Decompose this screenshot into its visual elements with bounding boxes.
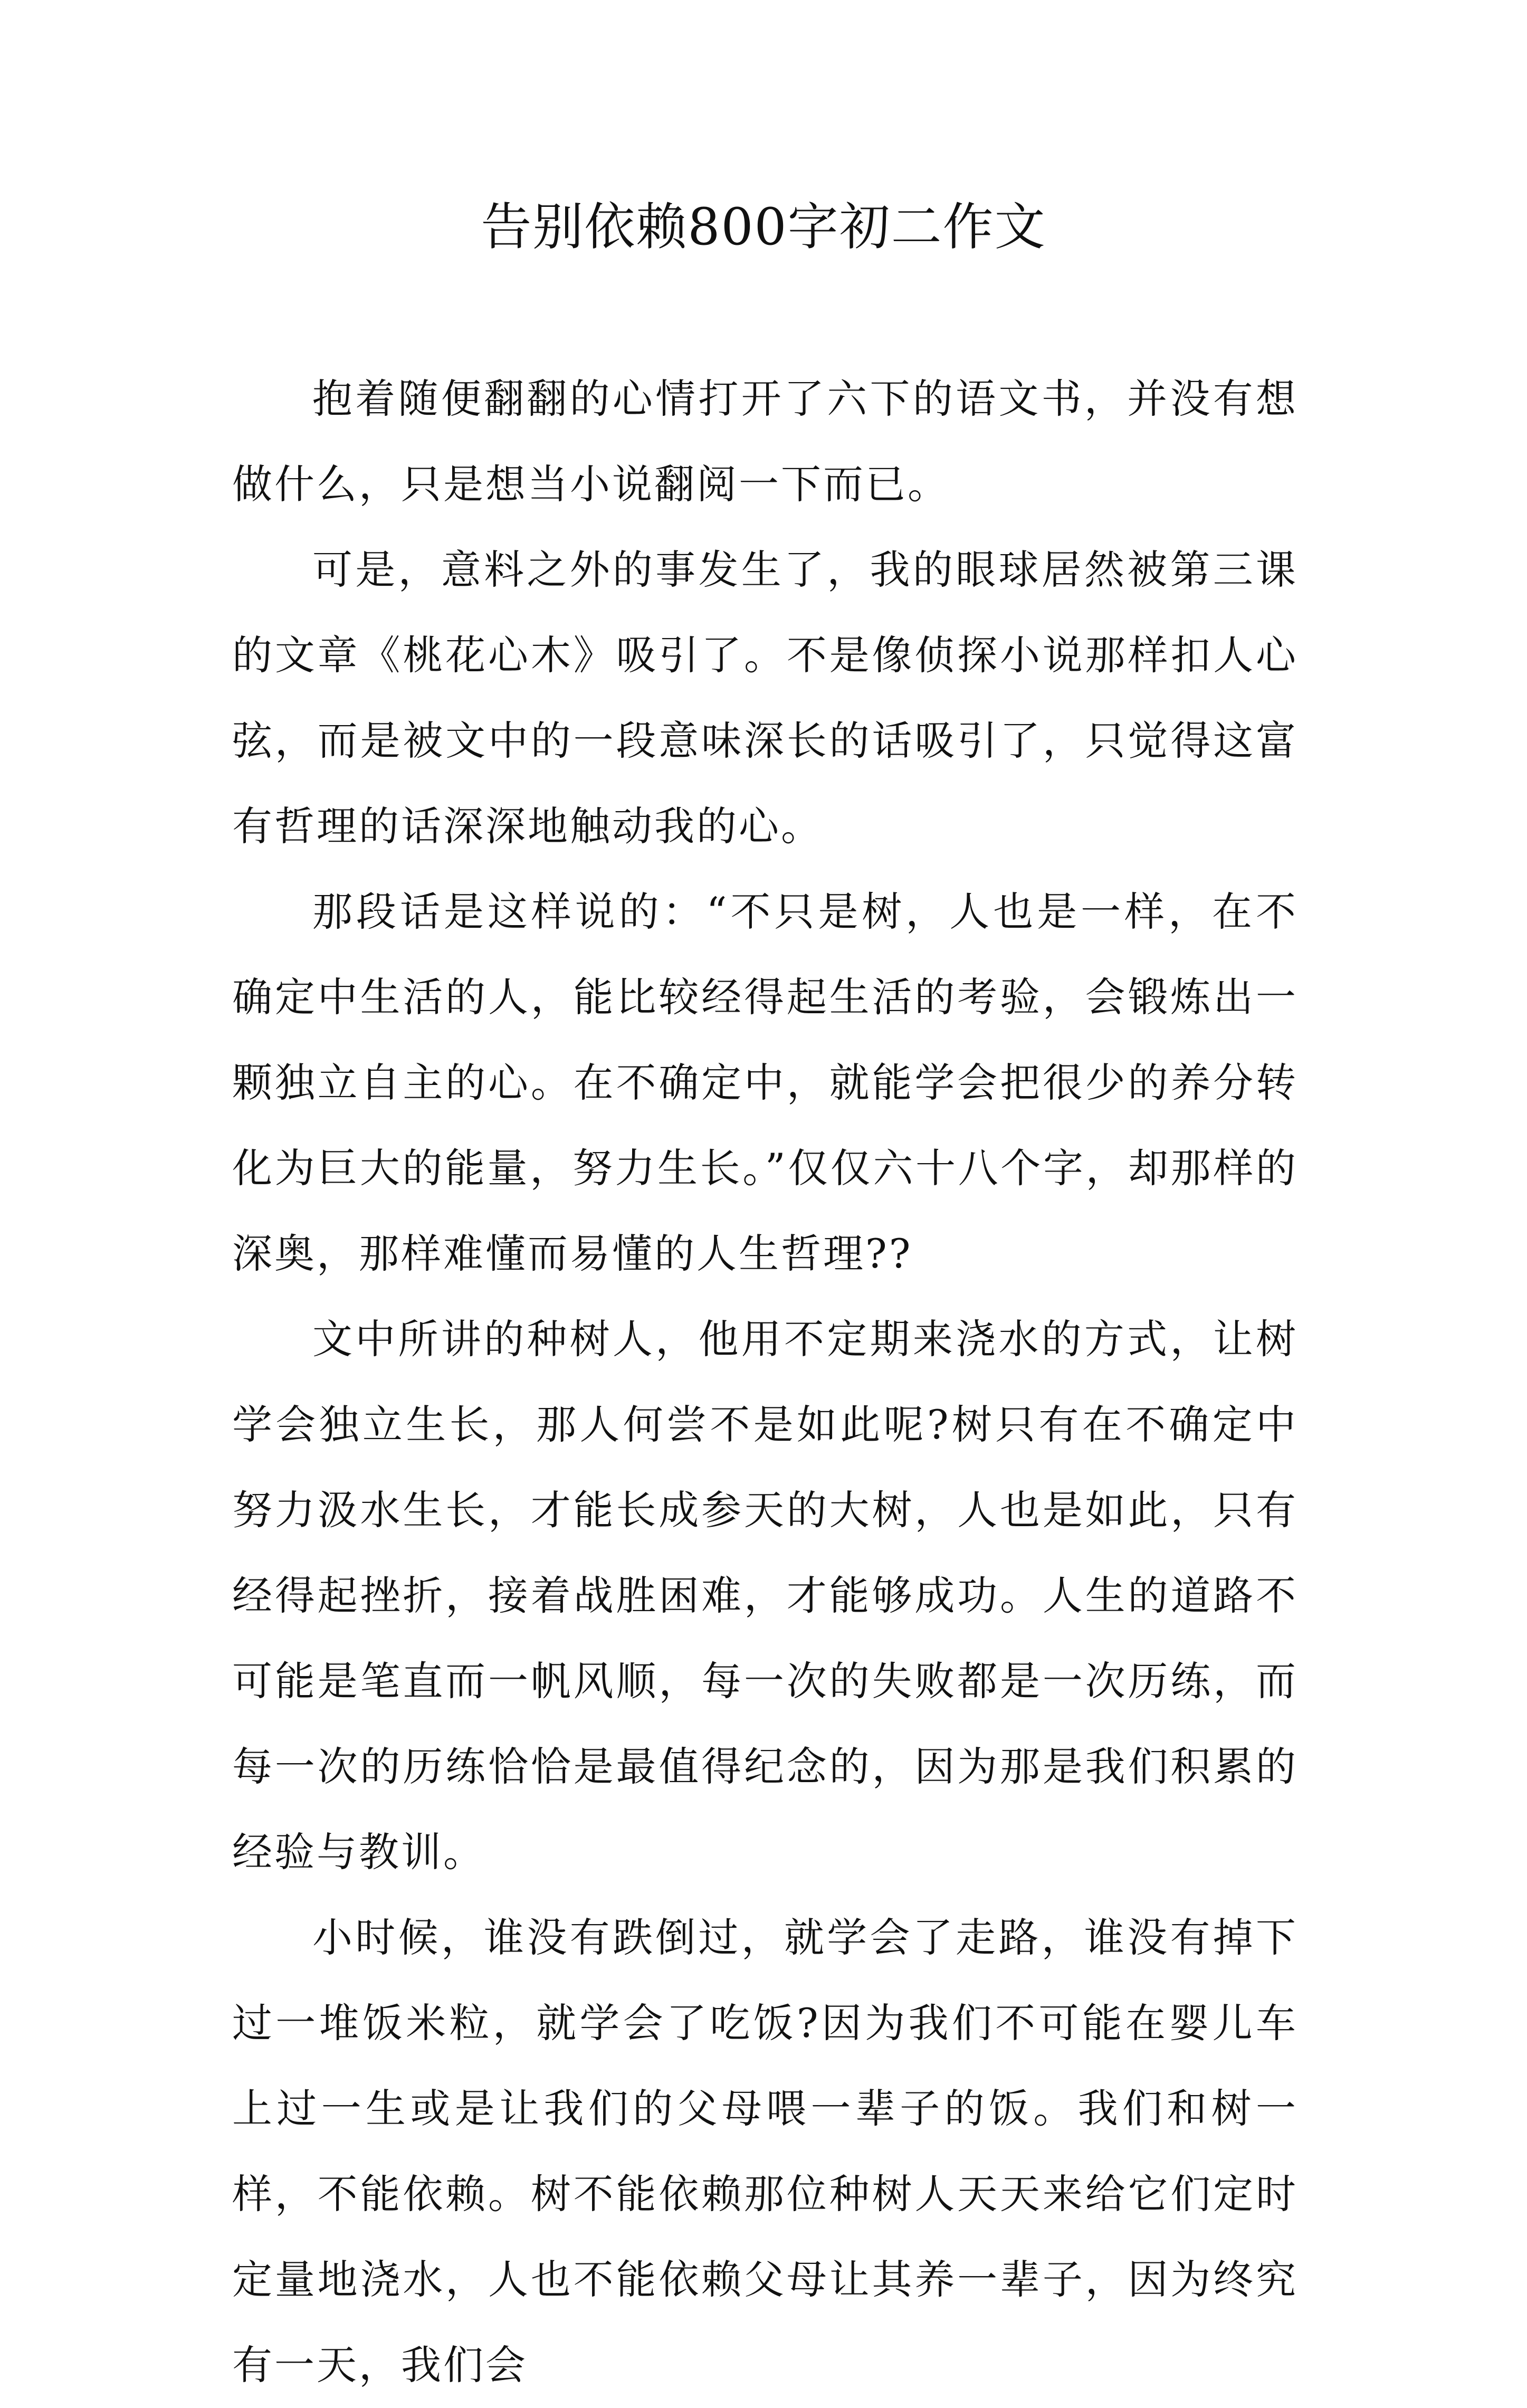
paragraph-3: 那段话是这样说的：“不只是树，人也是一样，在不确定中生活的人，能比较经得起生活的考验，会锻炼出一颗独立自主的心。在不确定中，就能学会把很少的养分转化为巨大的能量，努力生长。”仅仅六十八个字，却那样的深奥，那样难懂而易懂的人生哲理?? [232, 888, 1298, 1277]
document-body [232, 356, 1298, 2408]
paragraph-1: 抱着随便翻翻的心情打开了六下的语文书，并没有想做什么，只是想当小说翻阅一下而已。 [232, 375, 1298, 508]
paragraph-5: 小时候，谁没有跌倒过，就学会了走路，谁没有掉下过一堆饭米粒，就学会了吃饭?因为我们不可能在婴儿车上过一生或是让我们的父母喂一辈子的饭。我们和树一样，不能依赖。树不能依赖那位种树人天天来给它们定时定量地浇水，人也不能依赖父母让其养一辈子，因为终究有一天，我们会 [232, 1914, 1298, 2388]
document-title: 告别依赖800字初二作文 [481, 197, 1046, 256]
paragraph-2: 可是，意料之外的事发生了，我的眼球居然被第三课的文章《桃花心木》吸引了。不是像侦探小说那样扣人心弦，而是被文中的一段意味深长的话吸引了，只觉得这富有哲理的话深深地触动我的心。 [232, 546, 1298, 850]
paragraph-4: 文中所讲的种树人，他用不定期来浇水的方式，让树学会独立生长，那人何尝不是如此呢?树只有在不确定中努力汲水生长，才能长成参天的大树，人也是如此，只有经得起挫折，接着战胜困难，才能够成功。人生的道路不可能是笔直而一帆风顺，每一次的失败都是一次历练，而每一次的历练恰恰是最值得纪念的，因为那是我们积累的经验与教训。 [232, 1316, 1298, 1876]
